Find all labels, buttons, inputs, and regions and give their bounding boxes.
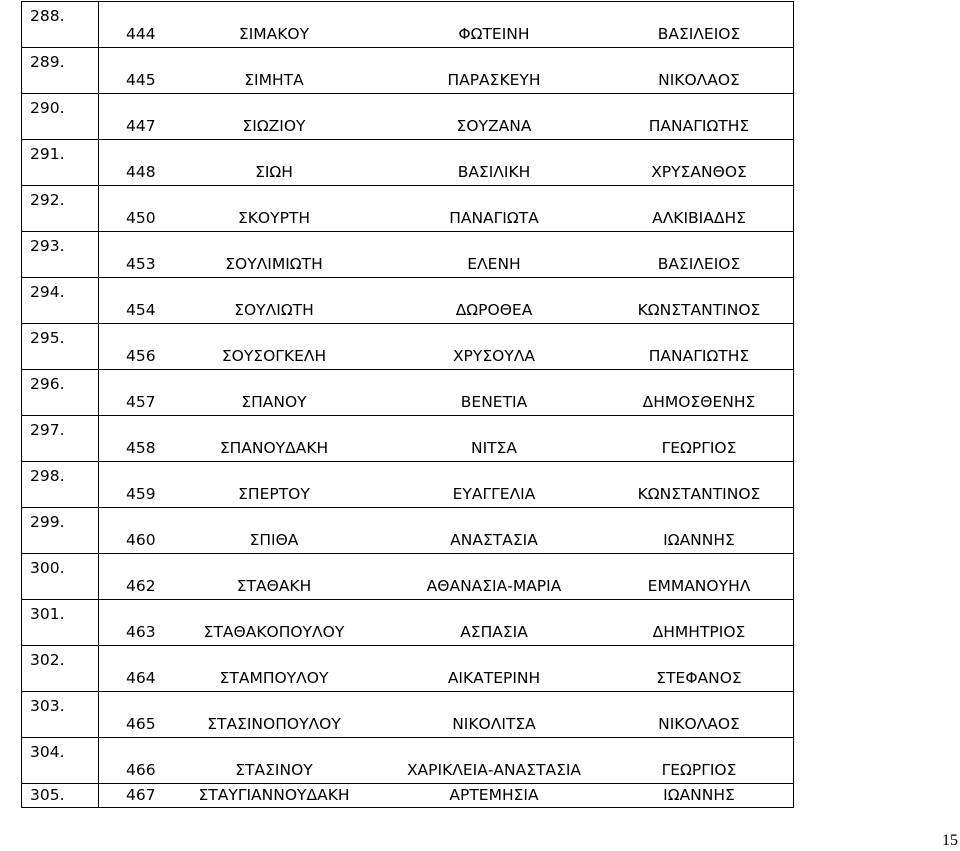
table-row [22, 738, 794, 784]
row-content [99, 370, 794, 416]
first-name: ΕΛΕΝΗ [467, 255, 521, 273]
row-number: 303. [22, 692, 99, 738]
father-name: ΙΩΑΝΝΗΣ [663, 531, 735, 549]
registration-code: 444 [126, 25, 156, 43]
row-fields [99, 554, 793, 599]
row-fields [99, 278, 793, 323]
table-row [22, 508, 794, 554]
row-number: 290. [22, 94, 99, 140]
row-number: 295. [22, 324, 99, 370]
row-content [99, 692, 794, 738]
row-content [99, 738, 794, 784]
row-number: 302. [22, 646, 99, 692]
row-fields [99, 140, 793, 185]
row-content [99, 94, 794, 140]
row-number: 293. [22, 232, 99, 278]
surname: ΣΙΩΗ [255, 163, 293, 181]
surname: ΣΟΥΛΙΩΤΗ [234, 301, 314, 319]
row-content [99, 554, 794, 600]
first-name: ΑΙΚΑΤΕΡΙΝΗ [447, 669, 541, 687]
table-row [22, 462, 794, 508]
registration-code: 462 [126, 577, 156, 595]
registration-code: 450 [126, 209, 156, 227]
father-name: ΒΑΣΙΛΕΙΟΣ [657, 25, 741, 43]
table-row [22, 278, 794, 324]
page-number: 15 [942, 832, 958, 849]
row-number: 294. [22, 278, 99, 324]
registration-code: 459 [126, 485, 156, 503]
first-name: ΠΑΡΑΣΚΕΥΗ [447, 71, 541, 89]
surname: ΣΤΑΘΑΚΗ [236, 577, 312, 595]
surname: ΣΠΙΘΑ [249, 531, 299, 549]
row-content [99, 784, 794, 808]
first-name: ΔΩΡΟΘΕΑ [455, 301, 533, 319]
first-name: ΑΘΑΝΑΣΙΑ-ΜΑΡΙΑ [426, 577, 562, 595]
father-name: ΔΗΜΟΣΘΕΝΗΣ [642, 393, 756, 411]
surname: ΣΙΩΖΙΟΥ [242, 117, 306, 135]
father-name: ΝΙΚΟΛΑΟΣ [658, 71, 740, 89]
father-name: ΓΕΩΡΓΙΟΣ [661, 439, 737, 457]
table-row [22, 554, 794, 600]
first-name: ΠΑΝΑΓΙΩΤΑ [449, 209, 539, 227]
registration-code: 464 [126, 669, 156, 687]
row-fields [99, 416, 793, 461]
father-name: ΓΕΩΡΓΙΟΣ [661, 761, 737, 779]
row-content [99, 600, 794, 646]
row-number: 288. [22, 2, 99, 48]
row-fields [99, 508, 793, 553]
row-fields [99, 186, 793, 231]
candidate-list-table [21, 1, 794, 808]
table-row [22, 600, 794, 646]
row-fields [99, 48, 793, 93]
candidate-list-body [22, 2, 794, 808]
registration-code: 466 [126, 761, 156, 779]
registration-code: 448 [126, 163, 156, 181]
row-number: 291. [22, 140, 99, 186]
table-row [22, 416, 794, 462]
registration-code: 467 [126, 786, 156, 804]
row-fields [99, 784, 793, 807]
father-name: ΠΑΝΑΓΙΩΤΗΣ [648, 347, 750, 365]
row-number: 301. [22, 600, 99, 646]
row-fields [99, 738, 793, 783]
row-number: 298. [22, 462, 99, 508]
first-name: ΑΣΠΑΣΙΑ [460, 623, 528, 641]
surname: ΣΟΥΣΟΓΚΕΛΗ [221, 347, 327, 365]
table-row [22, 692, 794, 738]
row-number: 297. [22, 416, 99, 462]
surname: ΣΟΥΛΙΜΙΩΤΗ [225, 255, 323, 273]
father-name: ΠΑΝΑΓΙΩΤΗΣ [648, 117, 750, 135]
father-name: ΧΡΥΣΑΝΘΟΣ [651, 163, 747, 181]
row-fields [99, 600, 793, 645]
table-row [22, 646, 794, 692]
first-name: ΧΑΡΙΚΛΕΙΑ-ΑΝΑΣΤΑΣΙΑ [406, 761, 582, 779]
row-content [99, 232, 794, 278]
row-content [99, 462, 794, 508]
father-name: ΝΙΚΟΛΑΟΣ [658, 715, 740, 733]
registration-code: 454 [126, 301, 156, 319]
surname: ΣΠΑΝΟΥΔΑΚΗ [219, 439, 329, 457]
row-content [99, 140, 794, 186]
table-row [22, 186, 794, 232]
first-name: ΣΟΥΖΑΝΑ [456, 117, 532, 135]
surname: ΣΤΑΥΓΙΑΝΝΟΥΔΑΚΗ [198, 786, 350, 804]
father-name: ΔΗΜΗΤΡΙΟΣ [652, 623, 746, 641]
row-content [99, 278, 794, 324]
first-name: ΑΝΑΣΤΑΣΙΑ [450, 531, 538, 549]
row-content [99, 508, 794, 554]
row-content [99, 324, 794, 370]
father-name: ΒΑΣΙΛΕΙΟΣ [657, 255, 741, 273]
registration-code: 445 [126, 71, 156, 89]
first-name: ΑΡΤΕΜΗΣΙΑ [449, 786, 539, 804]
registration-code: 460 [126, 531, 156, 549]
row-content [99, 48, 794, 94]
father-name: ΚΩΝΣΤΑΝΤΙΝΟΣ [637, 485, 761, 503]
surname: ΣΙΜΑΚΟΥ [238, 25, 310, 43]
surname: ΣΚΟΥΡΤΗ [237, 209, 311, 227]
table-row [22, 784, 794, 808]
table-row [22, 232, 794, 278]
table-row [22, 140, 794, 186]
registration-code: 453 [126, 255, 156, 273]
registration-code: 456 [126, 347, 156, 365]
first-name: ΕΥΑΓΓΕΛΙΑ [452, 485, 536, 503]
surname: ΣΠΕΡΤΟΥ [238, 485, 310, 503]
row-fields [99, 692, 793, 737]
registration-code: 463 [126, 623, 156, 641]
row-content [99, 646, 794, 692]
first-name: ΝΙΚΟΛΙΤΣΑ [452, 715, 536, 733]
row-content [99, 2, 794, 48]
registration-code: 458 [126, 439, 156, 457]
row-number: 304. [22, 738, 99, 784]
row-fields [99, 646, 793, 691]
row-fields [99, 462, 793, 507]
father-name: ΑΛΚΙΒΙΑΔΗΣ [652, 209, 746, 227]
surname: ΣΙΜΗΤΑ [244, 71, 304, 89]
first-name: ΦΩΤΕΙΝΗ [458, 25, 530, 43]
father-name: ΙΩΑΝΝΗΣ [663, 786, 735, 804]
row-number: 300. [22, 554, 99, 600]
surname: ΣΤΑΣΙΝΟΠΟΥΛΟΥ [207, 715, 341, 733]
row-fields [99, 2, 793, 47]
surname: ΣΤΑΘΑΚΟΠΟΥΛΟΥ [203, 623, 345, 641]
first-name: ΒΕΝΕΤΙΑ [460, 393, 528, 411]
row-fields [99, 370, 793, 415]
row-number: 289. [22, 48, 99, 94]
registration-code: 465 [126, 715, 156, 733]
table-row [22, 94, 794, 140]
first-name: ΝΙΤΣΑ [470, 439, 518, 457]
row-number: 292. [22, 186, 99, 232]
surname: ΣΠΑΝΟΥ [241, 393, 307, 411]
father-name: ΕΜΜΑΝΟΥΗΛ [647, 577, 751, 595]
table-row [22, 324, 794, 370]
father-name: ΚΩΝΣΤΑΝΤΙΝΟΣ [637, 301, 761, 319]
row-number: 299. [22, 508, 99, 554]
surname: ΣΤΑΣΙΝΟΥ [235, 761, 313, 779]
table-row [22, 2, 794, 48]
registration-code: 447 [126, 117, 156, 135]
row-fields [99, 232, 793, 277]
row-content [99, 186, 794, 232]
row-number: 296. [22, 370, 99, 416]
first-name: ΧΡΥΣΟΥΛΑ [452, 347, 536, 365]
row-fields [99, 324, 793, 369]
table-row [22, 48, 794, 94]
surname: ΣΤΑΜΠΟΥΛΟΥ [219, 669, 329, 687]
father-name: ΣΤΕΦΑΝΟΣ [656, 669, 742, 687]
registration-code: 457 [126, 393, 156, 411]
table-row [22, 370, 794, 416]
row-fields [99, 94, 793, 139]
row-number: 305. [22, 784, 99, 808]
row-content [99, 416, 794, 462]
first-name: ΒΑΣΙΛΙΚΗ [457, 163, 531, 181]
